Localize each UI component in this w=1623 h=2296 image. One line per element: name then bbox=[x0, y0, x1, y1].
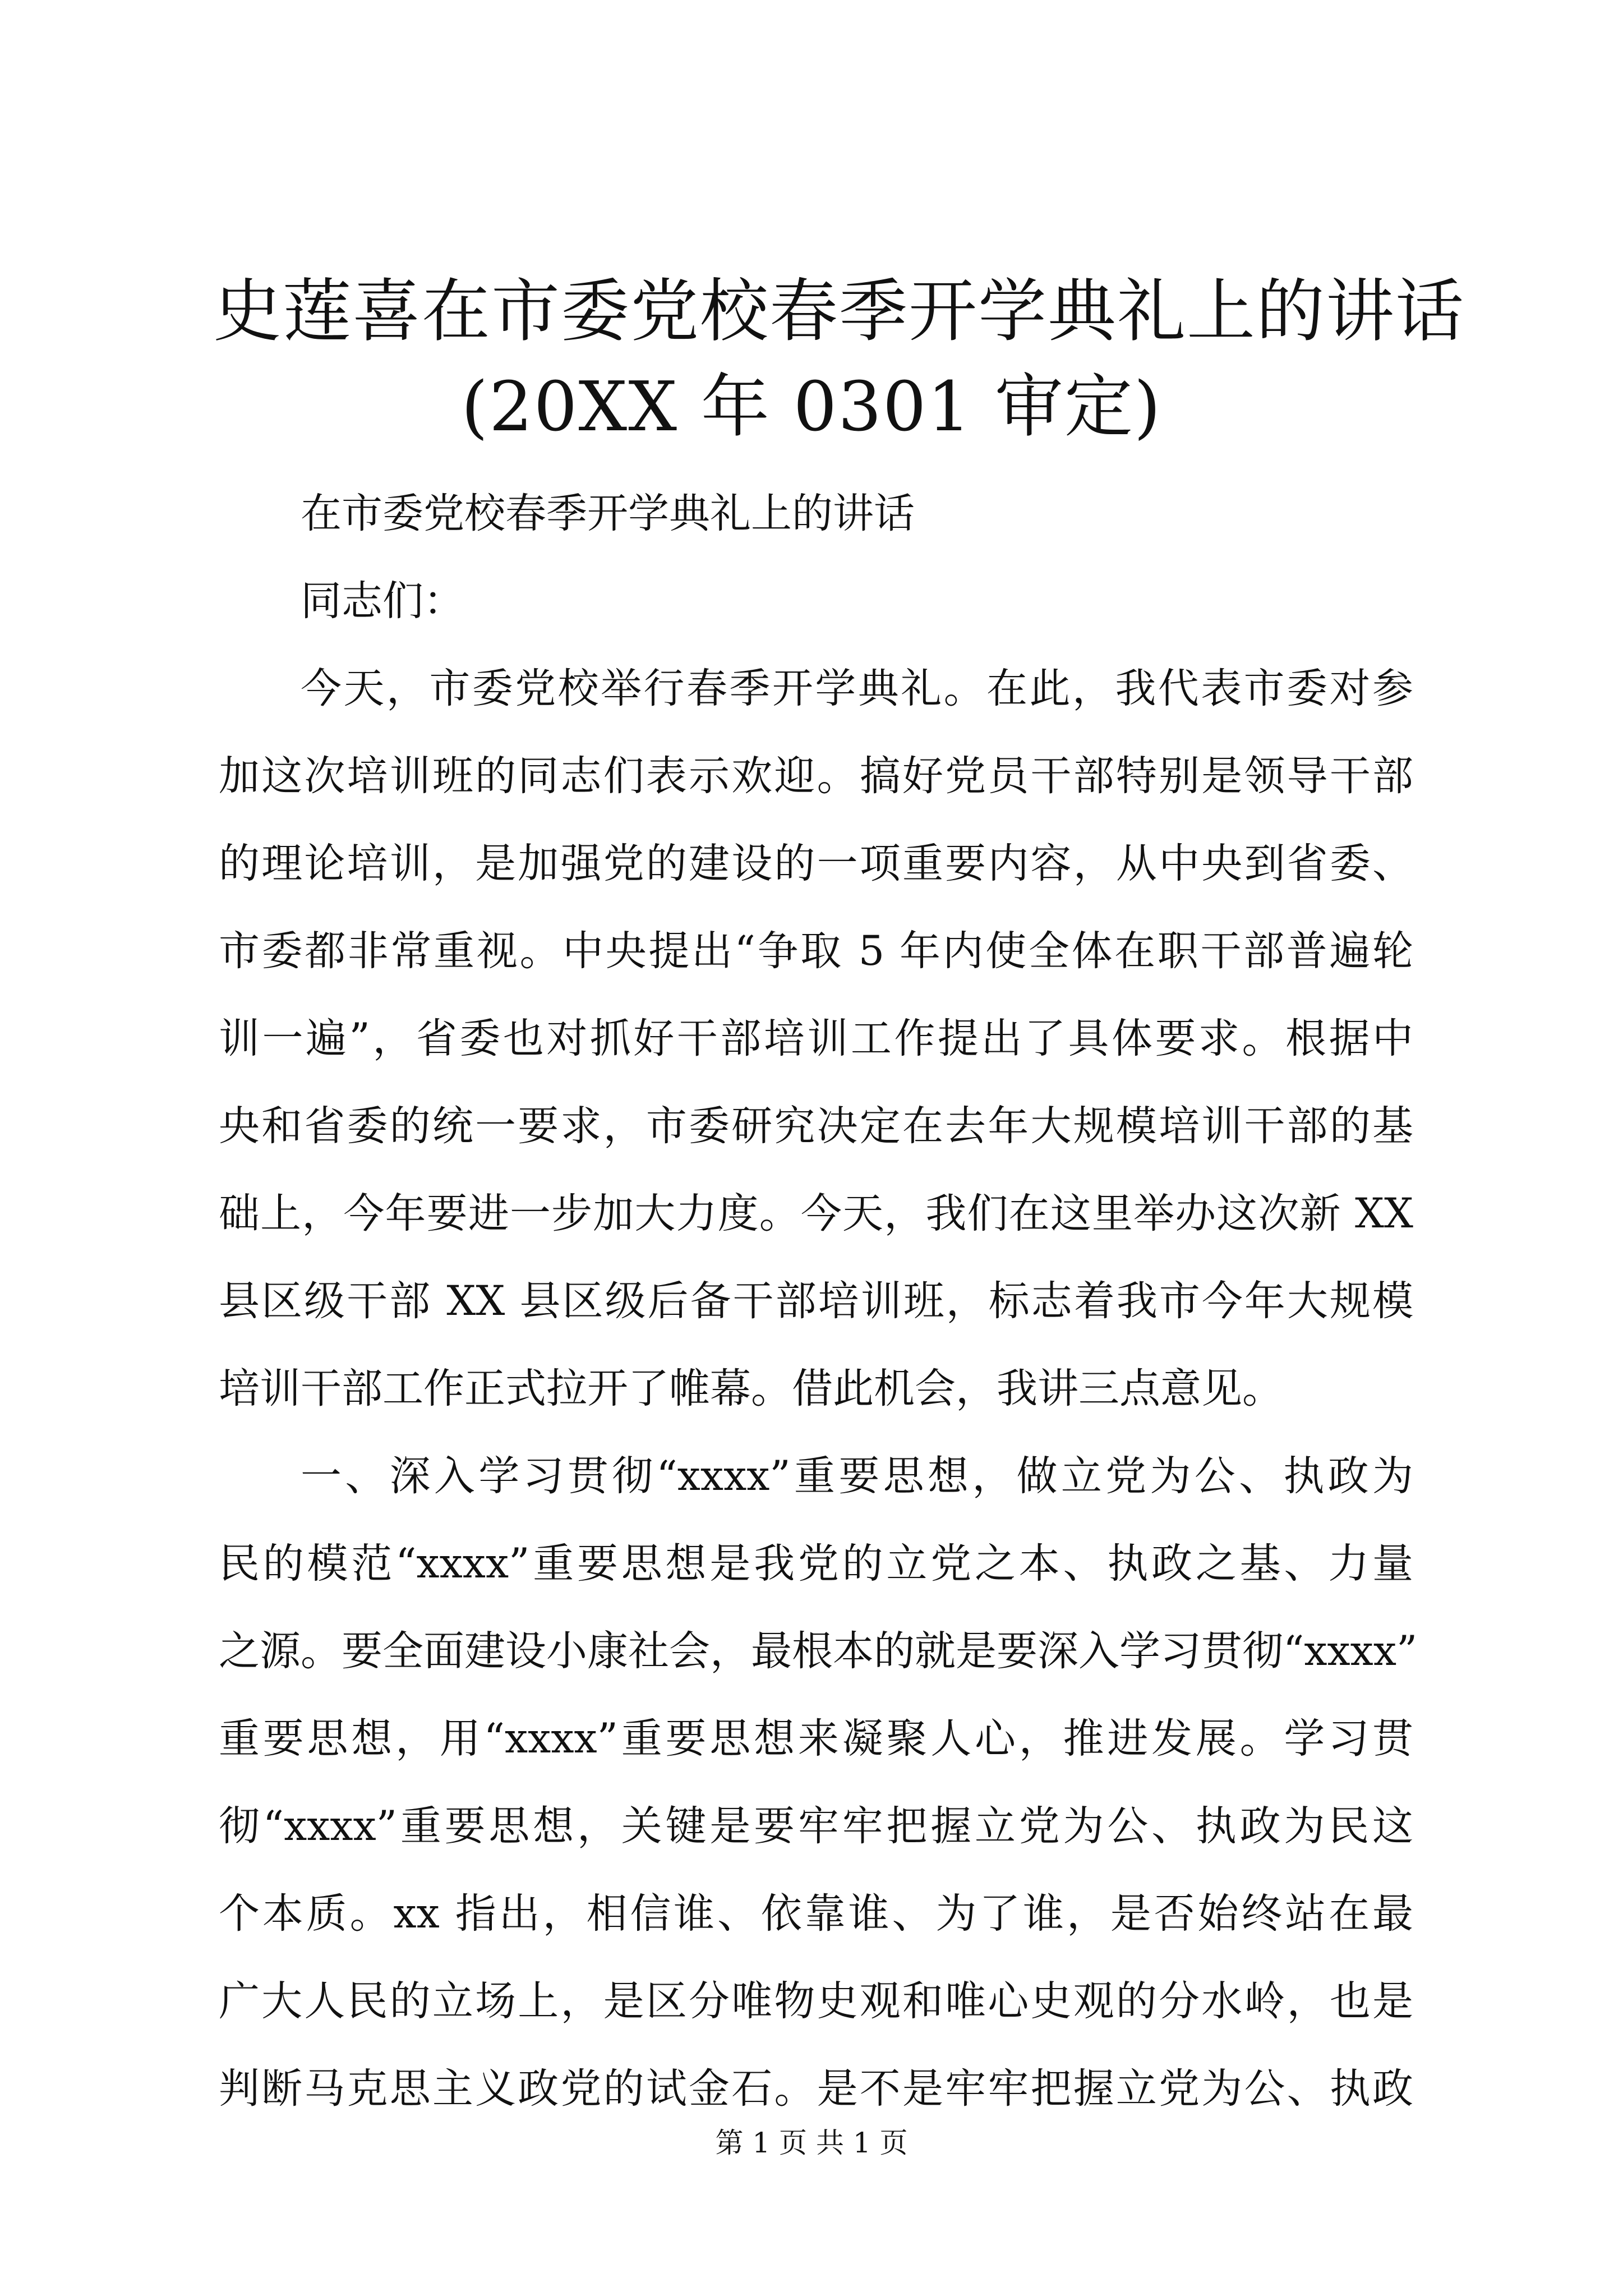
paragraph-line: 重要思想，用“xxxx”重要思想来凝聚人心，推进发展。学习贯 bbox=[219, 1715, 1413, 1763]
paragraph-line: 市委都非常重视。中央提出“争取 5 年内使全体在职干部普遍轮 bbox=[219, 927, 1413, 975]
subtitle: 在市委党校春季开学典礼上的讲话 bbox=[301, 490, 915, 537]
paragraph-line: 判断马克思主义政党的试金石。是不是牢牢把握立党为公、执政 bbox=[219, 2065, 1413, 2113]
paragraph-line: 央和省委的统一要求，市委研究决定在去年大规模培训干部的基 bbox=[219, 1102, 1413, 1150]
paragraph-line: 县区级干部 XX 县区级后备干部培训班，标志着我市今年大规模 bbox=[219, 1277, 1413, 1325]
title-line-1: 史莲喜在市委党校春季开学典礼上的讲话 bbox=[213, 272, 1465, 351]
paragraph-line: 训一遍”，省委也对抓好干部培训工作提出了具体要求。根据中 bbox=[219, 1015, 1413, 1062]
document-title bbox=[213, 264, 1465, 454]
paragraph-line: 加这次培训班的同志们表示欢迎。搞好党员干部特别是领导干部 bbox=[219, 752, 1413, 800]
paragraph-line: 培训干部工作正式拉开了帷幕。借此机会，我讲三点意见。 bbox=[219, 1365, 1283, 1412]
paragraph-line: 之源。要全面建设小康社会，最根本的就是要深入学习贯彻“xxxx” bbox=[219, 1627, 1418, 1675]
paragraph-line: 今天，市委党校举行春季开学典礼。在此，我代表市委对参 bbox=[301, 665, 1413, 712]
title-line-2: (20XX 年 0301 审定) bbox=[461, 367, 1162, 447]
document-body bbox=[219, 470, 1418, 2133]
paragraph-line: 民的模范“xxxx”重要思想是我党的立党之本、执政之基、力量 bbox=[219, 1540, 1413, 1588]
salutation: 同志们： bbox=[301, 577, 464, 625]
paragraph-line: 础上，今年要进一步加大力度。今天，我们在这里举办这次新 XX bbox=[219, 1190, 1413, 1237]
paragraph-1 bbox=[219, 645, 1413, 1433]
paragraph-line: 的理论培训，是加强党的建设的一项重要内容，从中央到省委、 bbox=[219, 840, 1413, 887]
paragraph-line: 一、深入学习贯彻“xxxx”重要思想，做立党为公、执政为 bbox=[301, 1452, 1413, 1500]
page-footer: 第 1 页 共 1 页 bbox=[715, 2127, 908, 2159]
paragraph-2 bbox=[219, 1433, 1418, 2133]
paragraph-line: 广大人民的立场上，是区分唯物史观和唯心史观的分水岭，也是 bbox=[219, 1977, 1413, 2025]
paragraph-line: 个本质。xx 指出，相信谁、依靠谁、为了谁，是否始终站在最 bbox=[219, 1890, 1413, 1938]
paragraph-line: 彻“xxxx”重要思想，关键是要牢牢把握立党为公、执政为民这 bbox=[219, 1802, 1413, 1850]
